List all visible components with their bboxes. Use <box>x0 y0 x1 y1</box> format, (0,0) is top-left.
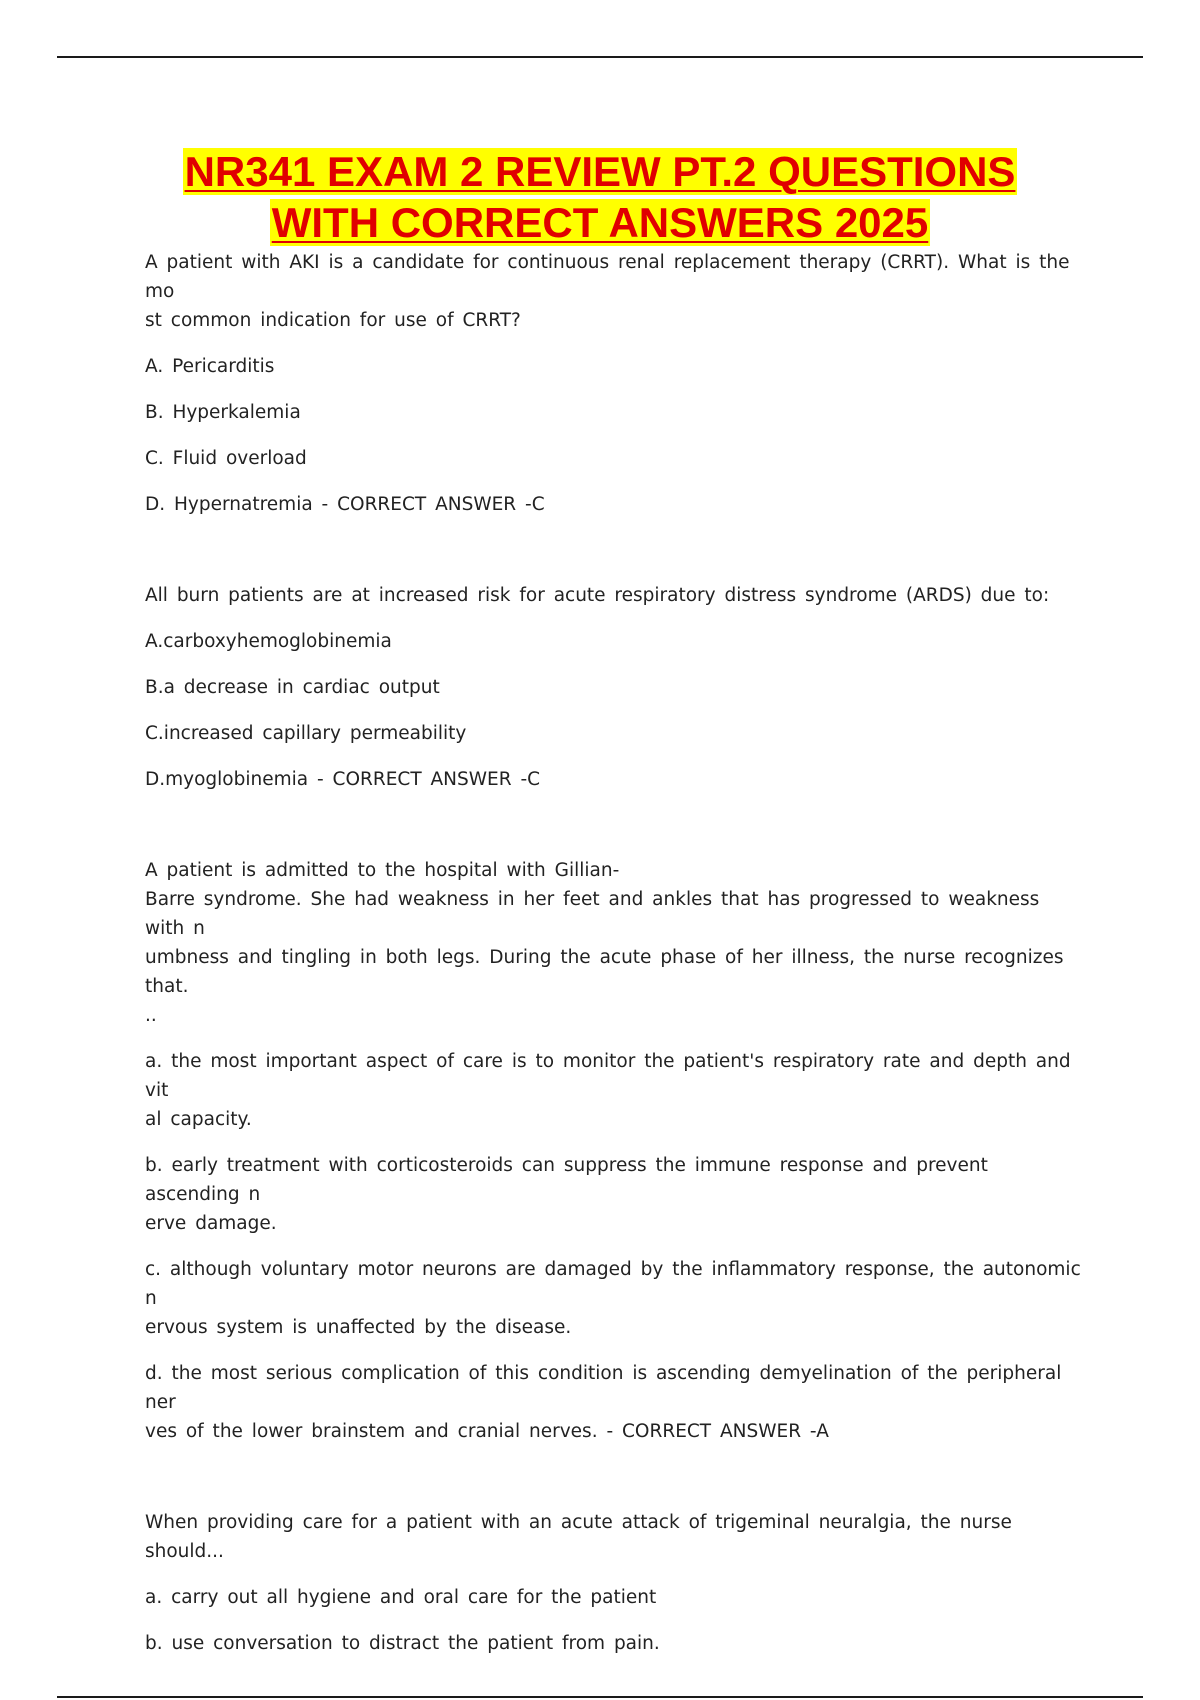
stem-line: Barre syndrome. She had weakness in her feet and ankles that has progressed to weakness with n <box>145 889 1040 939</box>
stem-line: A patient with AKI is a candidate for continuous renal replacement therapy (CRRT). What is the mo <box>145 252 1070 302</box>
option-line: erve damage. <box>145 1213 277 1234</box>
title-line-1: NR341 EXAM 2 REVIEW PT.2 QUESTIONS <box>184 148 1016 195</box>
answer-option-with-correct-answer: D.myoglobinemia - CORRECT ANSWER -C <box>145 769 541 790</box>
answer-option-with-correct-answer <box>145 1359 1085 1446</box>
title-line-2: WITH CORRECT ANSWERS 2025 <box>271 199 929 246</box>
stem-line: st common indication for use of CRRT? <box>145 310 521 331</box>
top-rule <box>57 56 1143 58</box>
option-line: c. although voluntary motor neurons are damaged by the inflammatory response, the autonomic n <box>145 1259 1081 1309</box>
stem-line: .. <box>145 1005 157 1026</box>
option-line: ervous system is unaffected by the disease. <box>145 1317 572 1338</box>
stem-line: umbness and tingling in both legs. During the acute phase of her illness, the nurse recognizes that. <box>145 947 1064 997</box>
answer-option-with-correct-answer: D. Hypernatremia - CORRECT ANSWER -C <box>145 494 545 515</box>
option-line: ves of the lower brainstem and cranial nerves. - CORRECT ANSWER -A <box>145 1421 829 1442</box>
answer-option: B.a decrease in cardiac output <box>145 677 440 698</box>
question-stem <box>145 248 1085 335</box>
option-line: al capacity. <box>145 1109 252 1130</box>
answer-option: a. carry out all hygiene and oral care for the patient <box>145 1587 657 1608</box>
answer-option <box>145 1255 1085 1342</box>
question-1 <box>145 248 1085 519</box>
question-2 <box>145 581 1085 794</box>
answer-option: C. Fluid overload <box>145 448 307 469</box>
question-stem: All burn patients are at increased risk for acute respiratory distress syndrome (ARDS) due to: <box>145 585 1050 606</box>
question-3 <box>145 856 1085 1446</box>
document-title <box>0 146 1200 248</box>
question-4 <box>145 1508 1085 1658</box>
bottom-rule <box>57 1696 1143 1698</box>
answer-option: B. Hyperkalemia <box>145 402 301 423</box>
stem-line: A patient is admitted to the hospital with Gillian- <box>145 860 620 881</box>
answer-option <box>145 1151 1085 1238</box>
option-line: a. the most important aspect of care is to monitor the patient's respiratory rate and depth and vit <box>145 1051 1071 1101</box>
question-stem <box>145 856 1085 1030</box>
answer-option: C.increased capillary permeability <box>145 723 467 744</box>
answer-option: A. Pericarditis <box>145 356 275 377</box>
option-line: b. early treatment with corticosteroids can suppress the immune response and prevent ascending n <box>145 1155 988 1205</box>
option-line: d. the most serious complication of this condition is ascending demyelination of the peripheral ner <box>145 1363 1062 1413</box>
answer-option <box>145 1047 1085 1134</box>
answer-option: b. use conversation to distract the patient from pain. <box>145 1633 660 1654</box>
answer-option: A.carboxyhemoglobinemia <box>145 631 392 652</box>
question-stem: When providing care for a patient with an acute attack of trigeminal neuralgia, the nurse should... <box>145 1512 1012 1562</box>
document-body <box>145 248 1085 1658</box>
